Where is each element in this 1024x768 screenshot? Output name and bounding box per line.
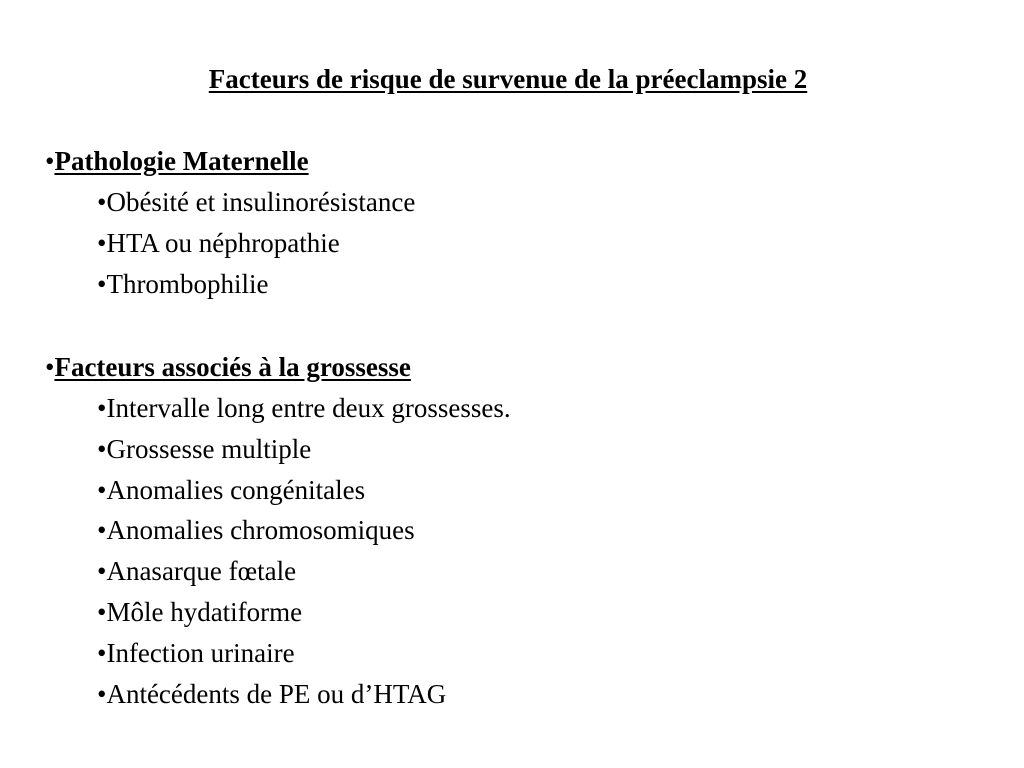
bullet-glyph: •: [97, 433, 107, 464]
bullet-glyph: •: [97, 393, 107, 423]
list-item: [97, 470, 985, 511]
list-item: [97, 551, 985, 592]
list-item-text: Anomalies congénitales: [106, 474, 366, 505]
list-item-text: Grossesse multiple: [106, 433, 312, 464]
list-item-text: HTA ou néphropathie: [106, 227, 340, 258]
bullet-glyph: •: [97, 187, 107, 217]
list-item: [97, 264, 985, 305]
list-item-text: Obésité et insulinorésistance: [106, 187, 416, 217]
bullet-glyph: •: [97, 268, 107, 299]
list-item-text: Intervalle long entre deux grossesses.: [106, 393, 511, 423]
section-heading: [45, 348, 985, 386]
bullet-glyph: •: [45, 146, 55, 176]
bullet-glyph: •: [45, 352, 55, 382]
list-item-text: Infection urinaire: [106, 637, 295, 668]
list-item: [97, 182, 985, 223]
bullet-glyph: •: [97, 556, 107, 587]
list-item-text: Anomalies chromosomiques: [106, 515, 415, 546]
bullet-glyph: •: [97, 227, 107, 258]
list-item-text: Antécédents de PE ou d’HTAG: [106, 678, 447, 709]
bullet-glyph: •: [97, 515, 107, 546]
section-heading-label: Facteurs associés à la grossesse: [54, 352, 411, 382]
slide-title: Facteurs de risque de survenue de la préeclampsie 2: [208, 64, 808, 94]
list-item: [97, 633, 985, 674]
bullet-glyph: •: [97, 678, 107, 709]
list-item-text: Môle hydatiforme: [106, 596, 303, 627]
bullet-glyph: •: [97, 474, 107, 505]
list-item: [97, 674, 985, 715]
section-heading-label: Pathologie Maternelle: [54, 146, 309, 176]
bullet-list: [45, 388, 985, 714]
list-item: [97, 592, 985, 633]
list-item: [97, 510, 985, 551]
bullet-glyph: •: [97, 637, 107, 668]
list-item: [97, 388, 985, 429]
list-item: [97, 429, 985, 470]
list-item: [97, 223, 985, 264]
list-item-text: Thrombophilie: [106, 268, 269, 299]
section-pregnancy-factors: [45, 348, 985, 714]
section-heading: [45, 142, 985, 180]
bullet-list: [45, 182, 985, 304]
section-maternal-pathology: [45, 142, 985, 304]
bullet-glyph: •: [97, 596, 107, 627]
list-item-text: Anasarque fœtale: [106, 556, 297, 587]
